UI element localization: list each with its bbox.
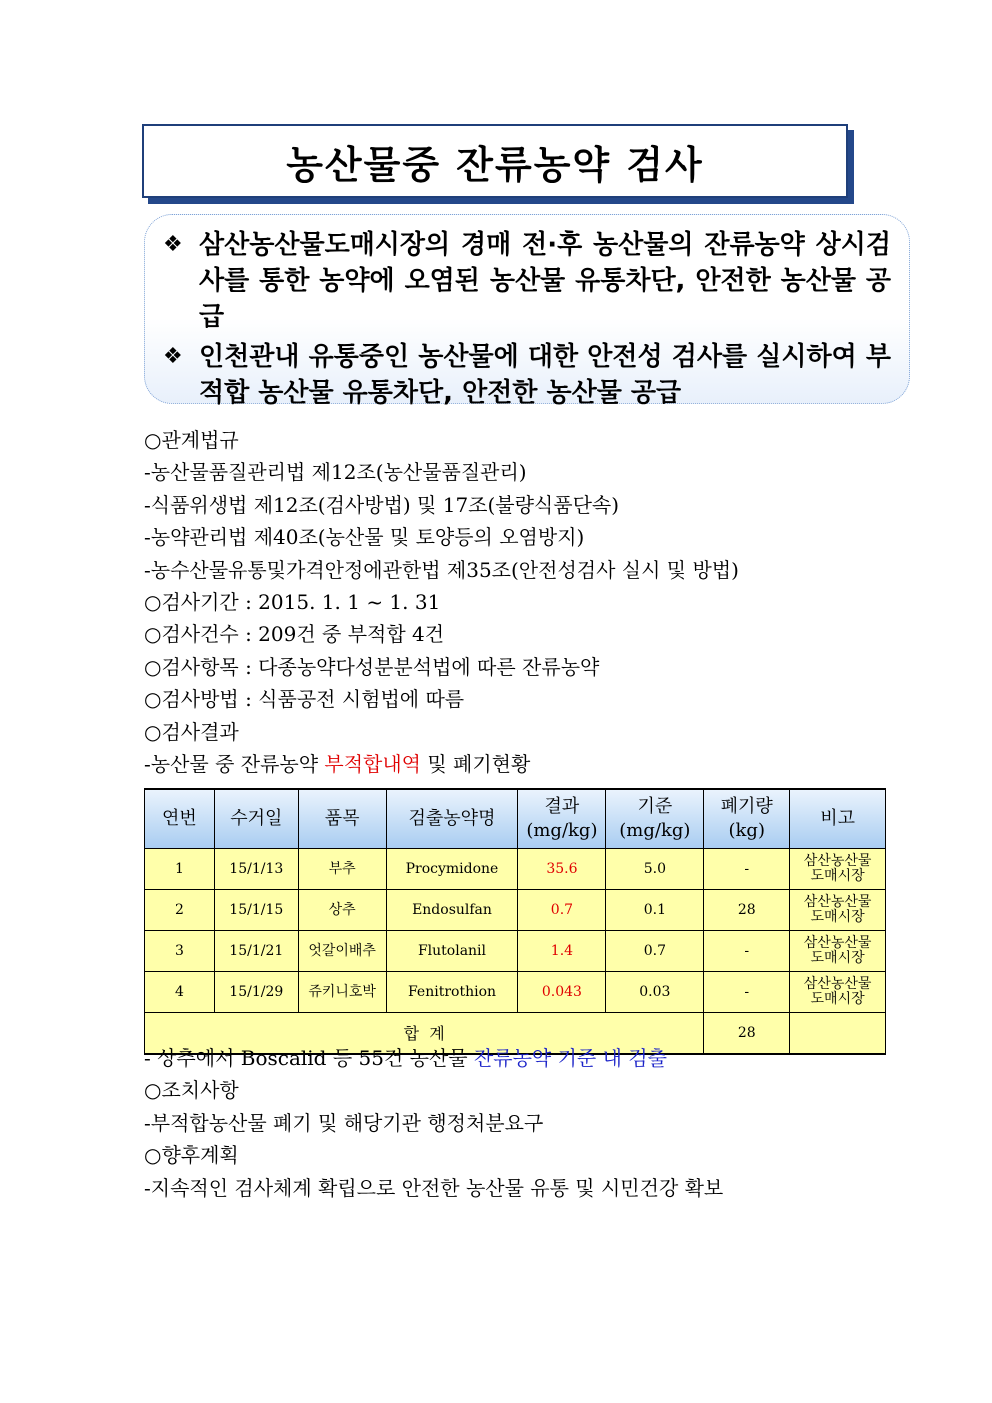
table-cell: Endosulfan [386,890,518,931]
inspection-method: ○검사방법 : 식품공전 시험법에 따름 [144,687,465,712]
table-cell: 5.0 [606,849,704,890]
total-value: 28 [704,1013,790,1055]
table-cell: 0.03 [606,972,704,1013]
summary-item [163,339,891,411]
table-cell: 부추 [298,849,386,890]
result-table [144,788,886,1055]
law-heading: ○관계법규 [144,428,239,452]
title-box [142,124,848,198]
table-cell: 4 [145,972,215,1013]
table-row [145,972,886,1013]
action-text: -부적합농산물 폐기 및 해당기관 행정처분요구 [144,1110,544,1135]
table-row [145,931,886,972]
plan-text: -지속적인 검사체계 확립으로 안전한 농산물 유통 및 시민건강 확보 [144,1175,724,1200]
table-cell: - [704,972,790,1013]
table-cell: 15/1/21 [214,931,298,972]
table-cell: 1 [145,849,215,890]
table-cell: 0.1 [606,890,704,931]
nonconform-highlight: 부적합내역 [324,752,421,777]
table-cell: 0.7 [518,890,606,931]
table-cell: 2 [145,890,215,931]
table-cell: 0.7 [606,931,704,972]
table-header-cell: 기준 (mg/kg) [606,789,704,849]
table-cell: 1.4 [518,931,606,972]
law-item: -식품위생법 제12조(검사방법) 및 17조(불량식품단속) [144,492,620,517]
plan-heading: ○향후계획 [144,1143,239,1168]
result-heading: ○검사결과 [144,719,239,744]
table-header-row [145,789,886,849]
table-header-cell: 검출농약명 [386,789,518,849]
table-cell: Fenitrothion [386,972,518,1013]
law-item: -농산물품질관리법 제12조(농산물품질관리) [144,460,527,485]
diamond-bullet-icon: ❖ [163,232,183,257]
within-limit-note: - 상추에서 Boscalid 등 55건 농산물 잔류농약 기준 내 검출 [144,1046,667,1070]
table-cell: 삼산농산물 도매시장 [790,972,886,1013]
diamond-bullet-icon: ❖ [163,344,183,369]
table-cell: - [704,849,790,890]
table-cell: 28 [704,890,790,931]
inspection-items: ○검사항목 : 다종농약다성분분석법에 따른 잔류농약 [144,654,600,679]
table-header-cell: 폐기량 (kg) [704,789,790,849]
table-cell: 0.043 [518,972,606,1013]
summary-text: 인천관내 유통중인 농산물에 대한 안전성 검사를 실시하여 부적합 농산물 유통차단, 안전한 농산물 공급 [199,342,891,408]
within-limit-highlight: 잔류농약 기준 내 검출 [473,1046,667,1070]
summary-text: 삼산농산물도매시장의 경매 전·후 농산물의 잔류농약 상시검사를 통한 농약에 오염된 농산물 유통차단, 안전한 농산물 공급 [199,230,891,332]
table-header-cell: 수거일 [214,789,298,849]
table-header-cell: 비고 [790,789,886,849]
result-line: -농산물 중 잔류농약 부적합내역 및 폐기현황 [144,752,531,777]
total-label: 합 계 [145,1013,704,1055]
body-text [144,424,904,780]
table-cell: 삼산농산물 도매시장 [790,890,886,931]
table-cell: - [704,931,790,972]
summary-box [144,214,910,408]
law-item: -농수산물유통및가격안정에관한법 제35조(안전성검사 실시 및 방법) [144,557,739,582]
table-cell: 쥬키니호박 [298,972,386,1013]
table-cell: 35.6 [518,849,606,890]
table-cell: 삼산농산물 도매시장 [790,849,886,890]
table-cell: 엇갈이배추 [298,931,386,972]
table-cell: Procymidone [386,849,518,890]
table-header-cell: 연번 [145,789,215,849]
table-cell: Flutolanil [386,931,518,972]
page-title: 농산물중 잔류농약 검사 [286,142,704,187]
table-cell: 15/1/15 [214,890,298,931]
table-header-cell: 결과 (mg/kg) [518,789,606,849]
law-item: -농약관리법 제40조(농산물 및 토양등의 오염방지) [144,525,585,550]
action-heading: ○조치사항 [144,1078,239,1103]
table-cell: 삼산농산물 도매시장 [790,931,886,972]
inspection-period: ○검사기간 : 2015. 1. 1 ~ 1. 31 [144,590,441,615]
summary-item [163,227,891,335]
table-cell: 상추 [298,890,386,931]
after-table-text [144,1042,904,1204]
table-cell: 15/1/13 [214,849,298,890]
inspection-count: ○검사건수 : 209건 중 부적합 4건 [144,622,445,647]
table-row [145,849,886,890]
table-cell: 3 [145,931,215,972]
table-cell: 15/1/29 [214,972,298,1013]
table-row [145,890,886,931]
table-header-cell: 품목 [298,789,386,849]
